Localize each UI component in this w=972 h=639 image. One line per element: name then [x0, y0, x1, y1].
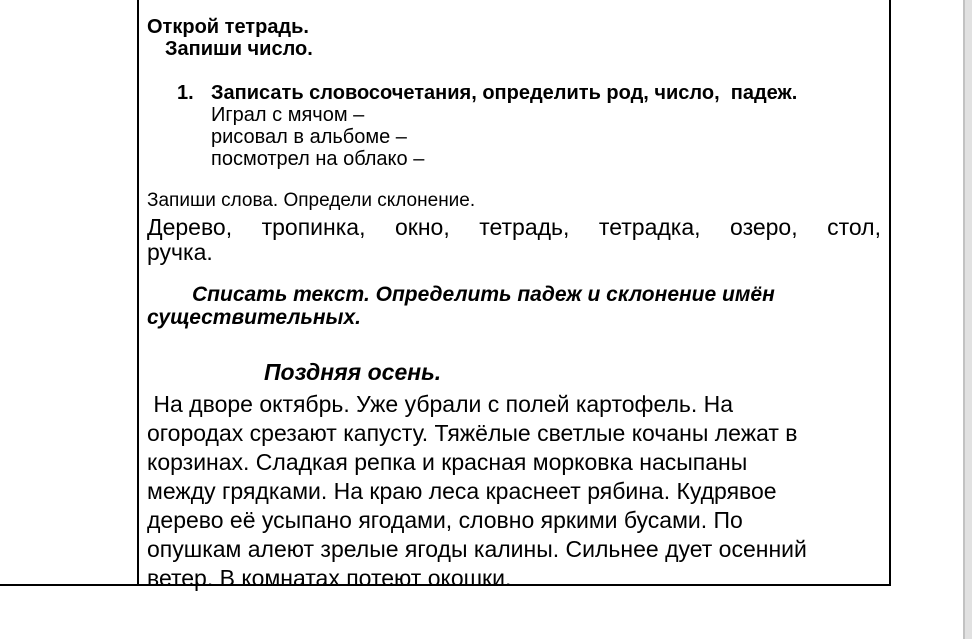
copy-text-instruction [147, 283, 881, 329]
word-list-line-2: ручка. [147, 239, 213, 265]
instruction-write-date: Запиши число. [165, 38, 313, 60]
document-header [147, 16, 881, 60]
phrase-line: рисовал в альбоме – [211, 126, 407, 148]
declension-instruction: Запиши слова. Определи склонение. [147, 190, 476, 211]
story-line: На дворе октябрь. Уже убрали с полей картофель. На [147, 391, 734, 417]
task-title: Записать словосочетания, определить род, число, падеж. [211, 82, 798, 104]
story-line: дерево её усыпано ягодами, словно яркими бусами. По [147, 507, 743, 533]
story-title: Поздняя осень. [264, 359, 442, 385]
story-line: ветер. В комнатах потеют окошки. [147, 565, 512, 591]
instruction-open-notebook: Открой тетрадь. [147, 16, 309, 38]
story-line: между грядками. На краю леса краснеет рябина. Кудрявое [147, 478, 777, 504]
numbered-task [147, 82, 881, 170]
task-number: 1. [177, 82, 194, 104]
content-cell [139, 0, 891, 591]
phrase-line: посмотрел на облако – [211, 148, 425, 170]
copy-text-instruction-line-1: Списать текст. Определить падеж и склонение имён [192, 283, 775, 306]
empty-margin-cell [0, 0, 139, 584]
vertical-scrollbar[interactable] [963, 0, 972, 639]
word-list [147, 215, 881, 265]
task-body [211, 82, 797, 170]
story-line: опушкам алеют зрелые ягоды калины. Сильнее дует осенний [147, 536, 807, 562]
copy-text-instruction-line-2: существительных. [147, 306, 361, 329]
story-line: корзинах. Сладкая репка и красная морковка насыпаны [147, 449, 748, 475]
story-line: огородах срезают капусту. Тяжёлые светлые кочаны лежат в [147, 420, 798, 446]
word-list-line-1: Дерево, тропинка, окно, тетрадь, тетрадка, озеро, стол, [147, 214, 881, 240]
phrase-line: Играл с мячом – [211, 104, 365, 126]
story-text [147, 390, 881, 593]
